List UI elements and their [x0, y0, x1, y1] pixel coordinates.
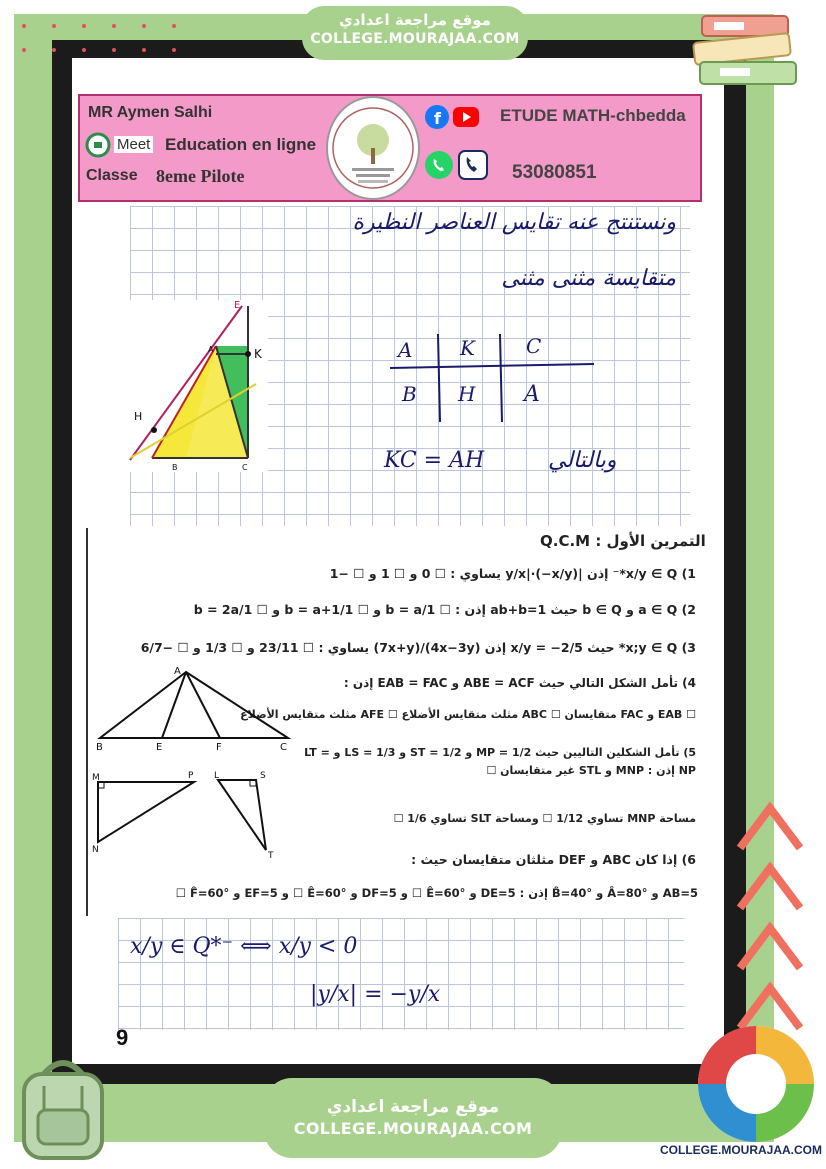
whatsapp-icon	[424, 150, 454, 180]
qcm-question-6-options: AB=5 و Â=80° و B̂=40° إذن : DE=5 و Ê=60° ☐ و DF=5 و Ê=60° ☐ و EF=5 و F̂=60° ☐	[175, 886, 698, 900]
youtube-icon	[452, 104, 480, 130]
table-cell-r2c2: H	[458, 382, 476, 406]
svg-text:E: E	[234, 300, 241, 311]
classe-value: 8eme Pilote	[156, 166, 245, 186]
phone-icon	[458, 150, 488, 180]
svg-text:H: H	[134, 410, 143, 423]
svg-text:f: f	[434, 109, 441, 128]
svg-text:B: B	[96, 742, 103, 753]
chevron-decoration-icon	[734, 790, 806, 1030]
bottom-note-1: x/y ∈ Q*⁻ ⟺ x/y < 0	[130, 934, 358, 959]
bottom-note-2: |y/x| = −y/x	[310, 982, 441, 1007]
qcm-question-4: 4) تأمل الشكل التالي حيث ABE = ACF و EAB = FAC إذن :	[343, 676, 696, 690]
site-arabic-name: موقع مراجعة اعدادي	[339, 11, 491, 29]
page-number: 9	[116, 1025, 129, 1050]
qcm-title: التمرين الأول : Q.C.M	[540, 532, 706, 550]
conclusion-label: وبالتالي	[548, 448, 617, 473]
site-banner-bottom[interactable]	[264, 1078, 562, 1158]
conclusion-equation: KC = AH	[384, 448, 485, 473]
triangle-figure	[130, 300, 268, 472]
svg-text:L: L	[214, 771, 220, 781]
table-cell-r1c2: K	[460, 336, 475, 360]
qcm-question-1: 1) x/y ∈ Q*⁻ إذن |y/x|·(−x/y) يساوي : ☐ 0 و ☐ 1 و ☐ −1	[329, 566, 696, 581]
qcm-question-2: 2) a ∈ Q و b ∈ Q حيث ab+b=1 إذن : ☐ 1/b = a و ☐ 1/b = a+1 و ☐ 1/b = 2a	[193, 602, 696, 617]
table-cell-r2c3: A	[524, 382, 540, 407]
qcm-question-6: 6) إذا كان ABC و DEF مثلثان متقايسان حيث :	[411, 852, 696, 867]
meet-label: Meet	[114, 136, 153, 153]
svg-text:A: A	[208, 345, 214, 354]
meet-icon	[86, 133, 110, 157]
table-cell-r1c1: A	[398, 338, 413, 362]
svg-text:B: B	[172, 463, 178, 472]
q5-figure	[90, 768, 280, 862]
qcm-question-5: 5) تأمل الشكلين التاليين حيث MP = 1/2 و ST = 1/2 و LS = 1/3 و LT = NP إذن : MNP و STL غير متقايسان ☐	[304, 746, 696, 777]
note-line-2: متقايسة مثنى مثنى	[501, 266, 676, 291]
classe-label: Classe	[86, 167, 138, 184]
site-domain: COLLEGE.MOURAJAA.COM	[310, 31, 520, 47]
qcm-question-3: 3) x;y ∈ Q* حيث x/y = −2/5 إذن (4x−3y)/(7x+y) يساوي : ☐ 23/11 و ☐ 1/3 و ☐ −6/7	[140, 640, 696, 655]
svg-text:S: S	[260, 771, 266, 781]
q4-figure	[94, 664, 294, 752]
qcm-margin-line	[86, 528, 88, 916]
note-line-1: ونستنتج عنه تقايس العناصر النظيرة	[352, 210, 676, 235]
svg-text:P: P	[188, 771, 194, 781]
site-domain-bottom: COLLEGE.MOURAJAA.COM	[293, 1119, 533, 1138]
footer-site-domain: COLLEGE.MOURAJAA.COM	[660, 1143, 822, 1157]
site-logo-icon	[694, 1022, 818, 1146]
svg-text:F: F	[216, 742, 222, 753]
books-icon	[690, 10, 810, 94]
phone-number: 53080851	[512, 162, 597, 183]
qcm-question-4-options: ☐ EAB و FAC متقايسان ☐ ABC مثلث متقايس الأضلاع ☐ AFE مثلث متقايس الأضلاع	[240, 708, 696, 721]
page-name: ETUDE MATH-chbedda	[500, 106, 686, 125]
school-logo	[326, 96, 420, 200]
backpack-icon	[14, 1052, 112, 1162]
qcm-question-5-options: مساحة MNP تساوي 1/12 ☐ ومساحة SLT تساوي 1/6 ☐	[393, 812, 696, 825]
svg-text:K: K	[254, 347, 262, 361]
svg-text:C: C	[242, 463, 248, 472]
teacher-name: MR Aymen Salhi	[88, 104, 213, 121]
correspondence-table	[388, 330, 598, 426]
facebook-icon	[424, 104, 450, 130]
svg-text:C: C	[280, 742, 287, 753]
svg-text:N: N	[92, 845, 99, 855]
site-banner-top[interactable]	[302, 6, 528, 60]
svg-text:A: A	[174, 666, 181, 677]
tagline: Education en ligne	[165, 135, 317, 154]
svg-text:T: T	[268, 851, 274, 861]
site-arabic-name-bottom: موقع مراجعة اعدادي	[326, 1097, 500, 1117]
table-cell-r2c1: B	[402, 382, 417, 406]
table-cell-r1c3: C	[526, 334, 542, 358]
svg-text:E: E	[156, 742, 163, 753]
svg-text:M: M	[92, 773, 100, 783]
